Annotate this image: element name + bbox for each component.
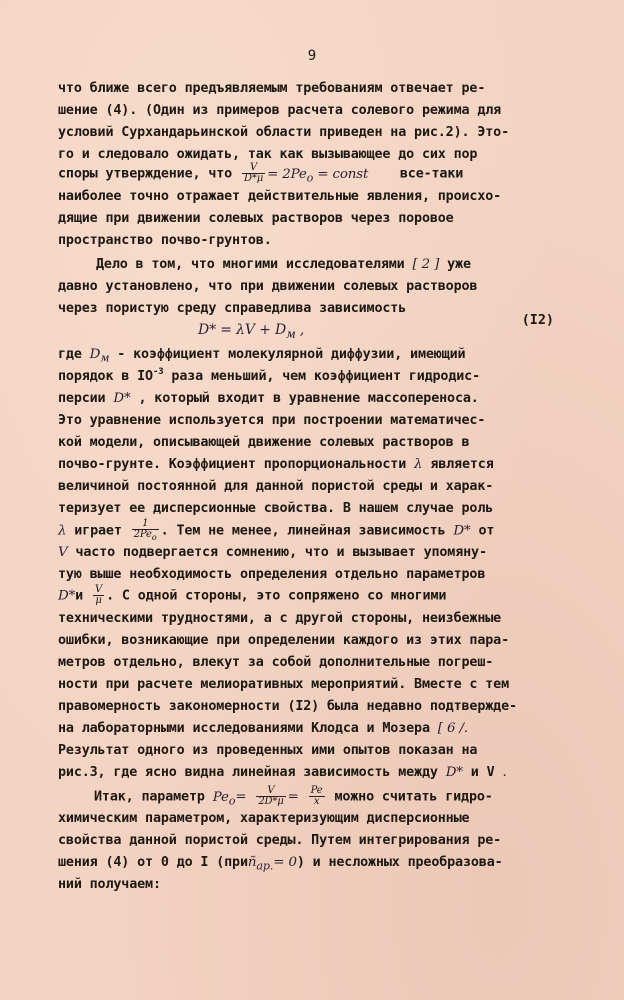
- text-fragment: . С одной стороны, это сопряжено со многими: [106, 588, 447, 604]
- text-line: через пористую среду справедлива зависимость: [58, 301, 407, 316]
- formula-subscript: ар.: [256, 859, 274, 873]
- formula-part: Pe: [212, 789, 229, 805]
- text-line: го и следовало ожидать, так как вызывающее до сих пор: [58, 147, 478, 162]
- text-fragment: Дело в том, что многими исследователями: [96, 257, 405, 272]
- text-line: ности при расчете мелиоративных мероприятий. Вместе с тем: [58, 677, 509, 692]
- text-fragment: , который входит в уравнение массопереноса.: [138, 391, 479, 406]
- text-fragment: все-таки: [399, 166, 464, 182]
- text-line: условий Сурхандарьинской области приведен на рис.2). Это-: [58, 125, 509, 140]
- text-fragment: споры утверждение, что: [58, 166, 233, 182]
- text-line: что ближе всего предъявляемым требованиям отвечает ре-: [58, 81, 486, 96]
- formula-fraction: [256, 786, 285, 807]
- formula-part: = 2Pe: [267, 166, 307, 182]
- formula-numerator: V: [94, 584, 103, 595]
- formula-fraction: [132, 519, 159, 542]
- exponent: -3: [152, 367, 164, 377]
- text-line: метров отдельно, влекут за собой дополнительные погреш-: [58, 655, 494, 670]
- text-fragment: персии: [58, 391, 106, 406]
- citation-ref: [ 6 /.: [437, 721, 468, 736]
- text-line: теризует ее дисперсионные свойства. В нашем случае роль: [58, 501, 494, 516]
- formula-subscript: м: [286, 326, 296, 341]
- text-fragment: на лабораторными исследованиями Клодса и Мозера: [58, 721, 430, 736]
- text-line: величиной постоянной для данной пористой среды и харак-: [58, 479, 494, 494]
- formula-subscript: o: [228, 794, 236, 808]
- text-fragment: и V: [470, 765, 495, 780]
- text-fragment: является: [430, 457, 494, 472]
- text-fragment: порядок в IO: [58, 369, 153, 384]
- formula-denominator: 2D*μ: [258, 796, 284, 807]
- text-line: давно установлено, что при движении солевых растворов: [58, 279, 478, 294]
- formula-fraction: [93, 585, 104, 606]
- text-line: наиболее точно отражает действительные явления, происхо-: [58, 189, 502, 204]
- text-line: [58, 519, 494, 542]
- formula-denominator: D*μ: [243, 173, 264, 184]
- text-fragment: - коэффициент молекулярной диффузии, имеющий: [117, 347, 466, 362]
- citation-ref: [ 2 ]: [412, 257, 440, 272]
- formula-numerator: V: [256, 786, 285, 797]
- text-line: [58, 543, 487, 563]
- text-line: свойства данной пористой среды. Путем интегрирования ре-: [58, 833, 502, 848]
- text-line-formula: [58, 163, 463, 188]
- symbol-v: V: [58, 545, 68, 560]
- formula-part: D: [89, 347, 101, 362]
- equation-12: [198, 320, 304, 344]
- symbol-dstar: D*: [58, 588, 76, 604]
- text-fragment: Итак, параметр: [94, 789, 205, 805]
- formula-numerator: Pe: [310, 785, 323, 796]
- formula-part: =: [287, 789, 299, 805]
- text-fragment: рис.3, где ясно видна линейная зависимость между: [58, 765, 438, 780]
- symbol-dstar: D*: [113, 391, 131, 406]
- text-fragment: и: [75, 588, 84, 604]
- handwritten-formula: [267, 166, 369, 185]
- text-fragment: часто подвергается сомнению, что и вызывает упомяну-: [75, 545, 487, 560]
- formula-part: 2Pe: [133, 529, 152, 540]
- text-line: пространство почво-грунтов.: [58, 233, 272, 248]
- formula-numerator: 1: [132, 519, 159, 530]
- formula-denominator: μ: [95, 595, 102, 606]
- symbol-lambda: λ: [58, 523, 67, 539]
- text-fragment: уже: [447, 257, 471, 272]
- text-fragment: шения (4) от 0 до I (при: [58, 855, 248, 870]
- text-line: кой модели, описывающей движение солевых растворов в: [58, 435, 470, 450]
- symbol-pe0: [212, 789, 236, 808]
- text-line: [58, 853, 503, 877]
- text-line: [58, 345, 465, 369]
- equation-number: (I2): [521, 313, 554, 328]
- text-line: ний получаем:: [58, 877, 161, 892]
- text-line: правомерность закономерности (I2) была недавно подтвержде-: [58, 699, 517, 714]
- text-line: Это уравнение используется при построении математичес-: [58, 413, 486, 428]
- text-line: ошибки, возникающие при определении каждого из этих пара-: [58, 633, 509, 648]
- text-fragment: почво-грунте. Коэффициент пропорциональности: [58, 457, 407, 472]
- punctuation: .: [502, 765, 507, 780]
- text-fragment: . Тем не менее, линейная зависимость: [160, 523, 446, 539]
- formula-part: ñ: [247, 855, 257, 870]
- text-line: [58, 719, 468, 739]
- text-line: дящие при движении солевых растворов через поровое: [58, 211, 454, 226]
- symbol-dstar: D*: [445, 765, 463, 780]
- formula-subscript: o: [151, 532, 157, 542]
- symbol-lambda: λ: [414, 457, 423, 472]
- formula-fraction: [309, 786, 325, 807]
- text-fragment: играет: [74, 523, 122, 539]
- text-line: техническими трудностями, а с другой стороны, неизбежные: [58, 611, 502, 626]
- text-fragment: можно считать гидро-: [334, 789, 493, 805]
- text-line: Результат одного из проведенных ими опытов показан на: [58, 743, 478, 758]
- formula-part: = λV + D: [215, 322, 287, 338]
- text-line: [58, 585, 446, 607]
- text-line: [94, 786, 493, 811]
- symbol-dstar: D*: [453, 523, 471, 539]
- formula-subscript: м: [100, 351, 110, 365]
- text-line: шение (4). (Один из примеров расчета солевого режима для: [58, 103, 502, 118]
- formula-part: =: [235, 789, 247, 805]
- formula-part: D*: [198, 322, 216, 338]
- text-line: [58, 389, 479, 409]
- formula-fraction: [242, 163, 265, 184]
- formula-denominator: x: [313, 796, 320, 807]
- text-line: химическим параметром, характеризующим дисперсионные: [58, 811, 470, 826]
- formula-subscript: o: [306, 171, 314, 185]
- text-fragment: раза меньший, чем коэффициент гидродис-: [171, 369, 480, 384]
- text-line: тую выше необходимость определения отдельно параметров: [58, 567, 486, 582]
- formula-part: = const: [313, 166, 369, 182]
- page-number: 9: [307, 48, 317, 64]
- symbol-r-ap: [247, 855, 297, 873]
- formula-numerator: V: [242, 163, 265, 174]
- formula-part: = 0: [273, 855, 297, 870]
- text-line: [58, 367, 480, 387]
- text-fragment: от: [478, 523, 495, 539]
- formula-denominator: [132, 530, 159, 542]
- text-line: [58, 455, 494, 475]
- text-fragment: ) и несложных преобразова-: [296, 855, 503, 870]
- text-fragment: где: [58, 347, 82, 362]
- symbol-dm: [89, 347, 110, 365]
- text-line: [96, 255, 471, 275]
- formula-part: ,: [295, 322, 305, 338]
- text-line: [58, 763, 507, 783]
